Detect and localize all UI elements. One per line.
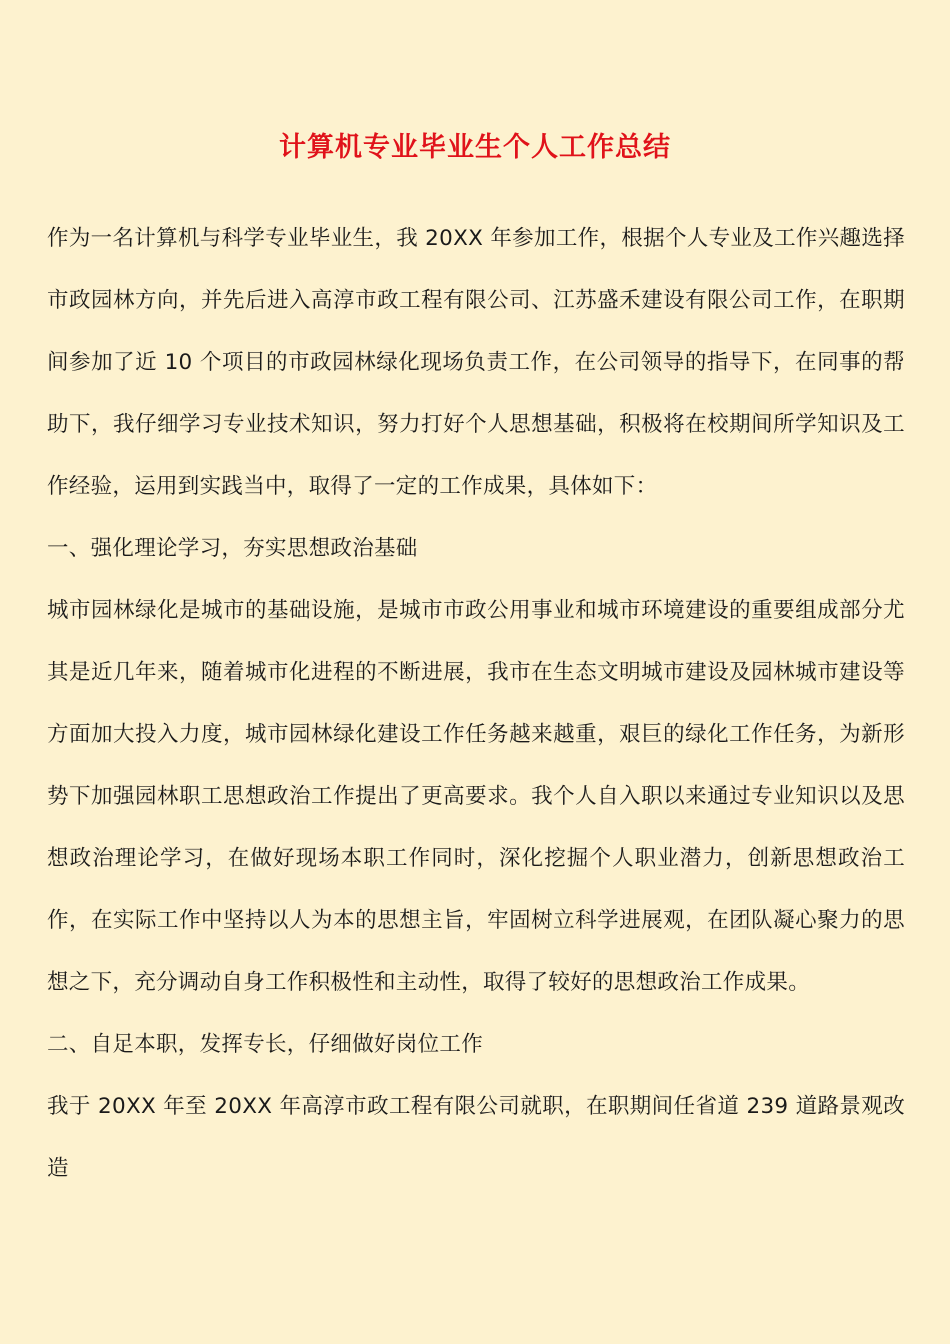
section-heading-2: 二、自足本职，发挥专长，仔细做好岗位工作 xyxy=(47,1032,484,1057)
paragraph-section-2: 我于 20XX 年至 20XX 年高淳市政工程有限公司就职，在职期间任省道 239 道路景观改造 xyxy=(47,1094,905,1181)
document-body xyxy=(47,208,905,1200)
section-heading-1: 一、强化理论学习，夯实思想政治基础 xyxy=(47,536,418,561)
paragraph-intro: 作为一名计算机与科学专业毕业生，我 20XX 年参加工作，根据个人专业及工作兴趣选择市政园林方向，并先后进入高淳市政工程有限公司、江苏盛禾建设有限公司工作，在职期间参加了近 10 个项目的市政园林绿化现场负责工作，在公司领导的指导下，在同事的帮助下，我仔细学习专业技术知识，努力打好个人思想基础，积极将在校期间所学知识及工作经验，运用到实践当中，取得了一定的工作成果，具体如下： xyxy=(47,226,905,499)
paragraph-section-1: 城市园林绿化是城市的基础设施，是城市市政公用事业和城市环境建设的重要组成部分尤其是近几年来，随着城市化进程的不断进展，我市在生态文明城市建设及园林城市建设等方面加大投入力度，城市园林绿化建设工作任务越来越重，艰巨的绿化工作任务，为新形势下加强园林职工思想政治工作提出了更高要求。我个人自入职以来通过专业知识以及思想政治理论学习，在做好现场本职工作同时，深化挖掘个人职业潜力，创新思想政治工作，在实际工作中坚持以人为本的思想主旨，牢固树立科学进展观，在团队凝心聚力的思想之下，充分调动自身工作积极性和主动性，取得了较好的思想政治工作成果。 xyxy=(47,598,905,995)
document-title: 计算机专业毕业生个人工作总结 xyxy=(279,132,671,163)
